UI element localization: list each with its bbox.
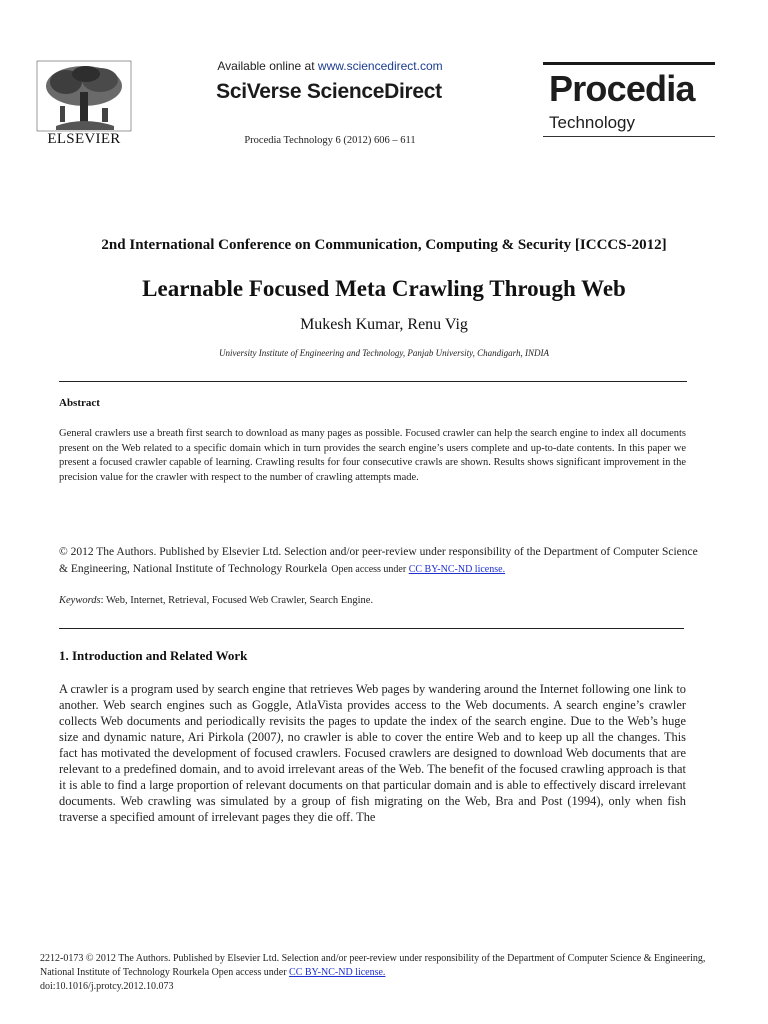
procedia-top-rule	[543, 62, 715, 65]
procedia-bottom-rule	[543, 136, 715, 137]
abstract-heading: Abstract	[59, 397, 100, 409]
open-access-prefix: Open access under	[331, 564, 409, 575]
keywords-text: : Web, Internet, Retrieval, Focused Web Crawler, Search Engine.	[100, 595, 374, 606]
footer-license-link[interactable]: CC BY-NC-ND license.	[289, 967, 386, 978]
abstract-text: General crawlers use a breath first search to download as many pages as possible. Focused crawler can help the search engine to index all documents present on the Web related to a specific domain which in turn provides the search engine’s users complete and up-to-date contents. In this paper we present a focused crawler capable of learning. Crawling results for four consecutive crawls are shown. Results shows significant improvement in the precision value for the crawler with respect to the number of crawling attempts made.	[59, 428, 686, 484]
available-online-line	[200, 59, 460, 73]
footer-open-access-prefix: Open access under	[211, 967, 290, 978]
body-text-part2: no crawler is able to cover the entire Web and to keep up all the changes. This fact has motivated the development of focused crawlers. Focused crawlers are designed to download Web documents that are relevant to a predefined domain, and to avoid irrelevant areas of the Web. The benefit of the focused crawling approach is that it is able to find a large proportion of relevant documents on that particular domain and is able to effectively discard irrelevant documents. Web crawling was simulated by a group of fish migrating on the Web, Bra and Post (1994), only when fish traverse a specified amount of irrelevant pages they die off. The	[59, 730, 686, 824]
open-access-note	[331, 564, 505, 575]
keywords-line	[59, 595, 373, 606]
page-footer	[40, 952, 728, 994]
copyright-notice	[59, 544, 709, 578]
copyright-text: © 2012 The Authors. Published by Elsevier Ltd. Selection and/or peer-review under responsibility of the Department of Computer Science & Engineering, National Institute of Technology Rourkela	[59, 546, 698, 575]
paper-authors: Mukesh Kumar, Renu Vig	[300, 316, 468, 333]
body-text-part1: A crawler is a program used by search engine that retrieves Web pages by wandering around the Internet following one link to another. Web search engines such as Goggle, AtlaVista provides access to the Web documents. A search engine’s crawler collects Web documents and periodically revisits the pages to update the index of the search engine. Due to the Web’s huge size and dynamic nature, Ari Pirkola (2007	[59, 682, 686, 744]
keywords-label: Keywords	[59, 595, 101, 606]
paper-title: Learnable Focused Meta Crawling Through Web	[142, 276, 626, 301]
section-body-text	[59, 681, 686, 825]
footer-copyright: 2212-0173 © 2012 The Authors. Published by Elsevier Ltd. Selection and/or peer-review under responsibility of the Department of Computer Science & Engineering, National Institute of Technology Rourkela	[40, 953, 706, 978]
procedia-logo-title: Procedia	[549, 68, 695, 109]
journal-reference: Procedia Technology 6 (2012) 606 – 611	[244, 135, 416, 146]
author-affiliation: University Institute of Engineering and Technology, Panjab University, Chandigarh, INDIA	[219, 348, 549, 358]
elsevier-wordmark: ELSEVIER	[47, 131, 121, 147]
keywords-bottom-divider	[59, 628, 684, 629]
abstract-top-divider	[59, 381, 687, 382]
section-heading: 1. Introduction and Related Work	[59, 648, 248, 663]
available-online-prefix: Available online at	[217, 59, 318, 73]
platform-name: SciVerse ScienceDirect	[216, 80, 442, 103]
body-text-italic: ),	[276, 730, 284, 744]
license-link[interactable]: CC BY-NC-ND license.	[408, 564, 506, 575]
sciencedirect-link[interactable]: www.sciencedirect.com	[317, 59, 443, 73]
footer-doi: doi:10.1016/j.protcy.2012.10.073	[40, 981, 174, 992]
conference-name: 2nd International Conference on Communication, Computing & Security [ICCCS-2012]	[101, 237, 667, 253]
procedia-logo-subtitle: Technology	[549, 113, 636, 132]
